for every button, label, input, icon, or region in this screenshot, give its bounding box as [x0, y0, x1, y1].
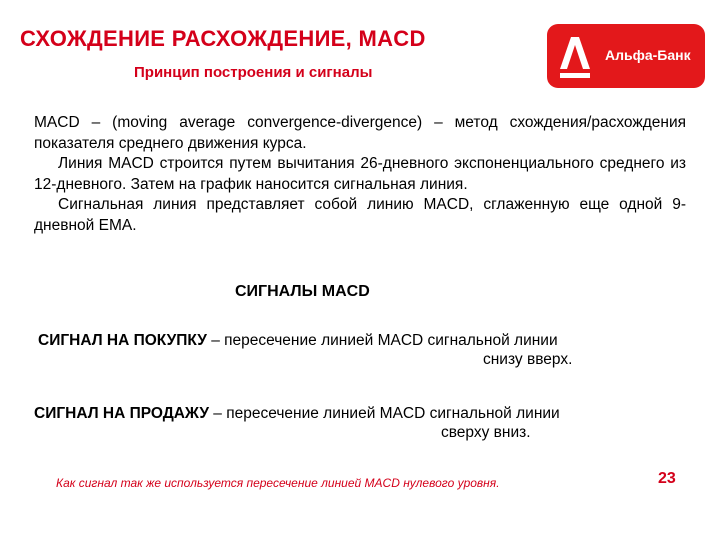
sell-signal-label: СИГНАЛ НА ПРОДАЖУ — [34, 405, 209, 422]
sell-signal-continuation: сверху вниз. — [441, 424, 531, 441]
buy-signal-text: – пересечение линией MACD сигнальной линии — [206, 332, 558, 349]
footnote: Как сигнал так же используется пересечение линией MACD нулевого уровня. — [56, 476, 500, 490]
paragraph-text: Линия MACD строится путем вычитания 26-дневного экспоненциального среднего из 12-дневного. Затем на график наносится сигнальная линия. — [34, 155, 686, 193]
paragraph-text: MACD – (moving average convergence-divergence) – метод схождения/расхождения показателя среднего движения курса. — [34, 114, 686, 152]
paragraph-text: Сигнальная линия представляет собой линию MACD, сглаженную еще одной 9-дневной ЕМА. — [34, 196, 686, 234]
page-number: 23 — [658, 470, 676, 487]
paragraph-definition — [34, 113, 686, 154]
alfa-bank-logo — [547, 24, 705, 88]
paragraph-construction — [34, 154, 686, 195]
signals-heading: СИГНАЛЫ MACD — [235, 283, 370, 300]
paragraph-signal-line — [34, 195, 686, 236]
alfa-a-icon — [558, 35, 592, 79]
buy-signal-continuation: снизу вверх. — [483, 351, 573, 368]
slide-title: СХОЖДЕНИЕ РАСХОЖДЕНИЕ, MACD — [20, 26, 426, 51]
logo-text: Альфа-Банк — [605, 47, 691, 63]
buy-signal — [38, 331, 698, 369]
slide-subtitle: Принцип построения и сигналы — [134, 64, 373, 81]
description-block — [34, 113, 686, 236]
sell-signal — [34, 404, 694, 442]
buy-signal-label: СИГНАЛ НА ПОКУПКУ — [38, 332, 207, 349]
sell-signal-text: – пересечение линией MACD сигнальной линии — [208, 405, 560, 422]
